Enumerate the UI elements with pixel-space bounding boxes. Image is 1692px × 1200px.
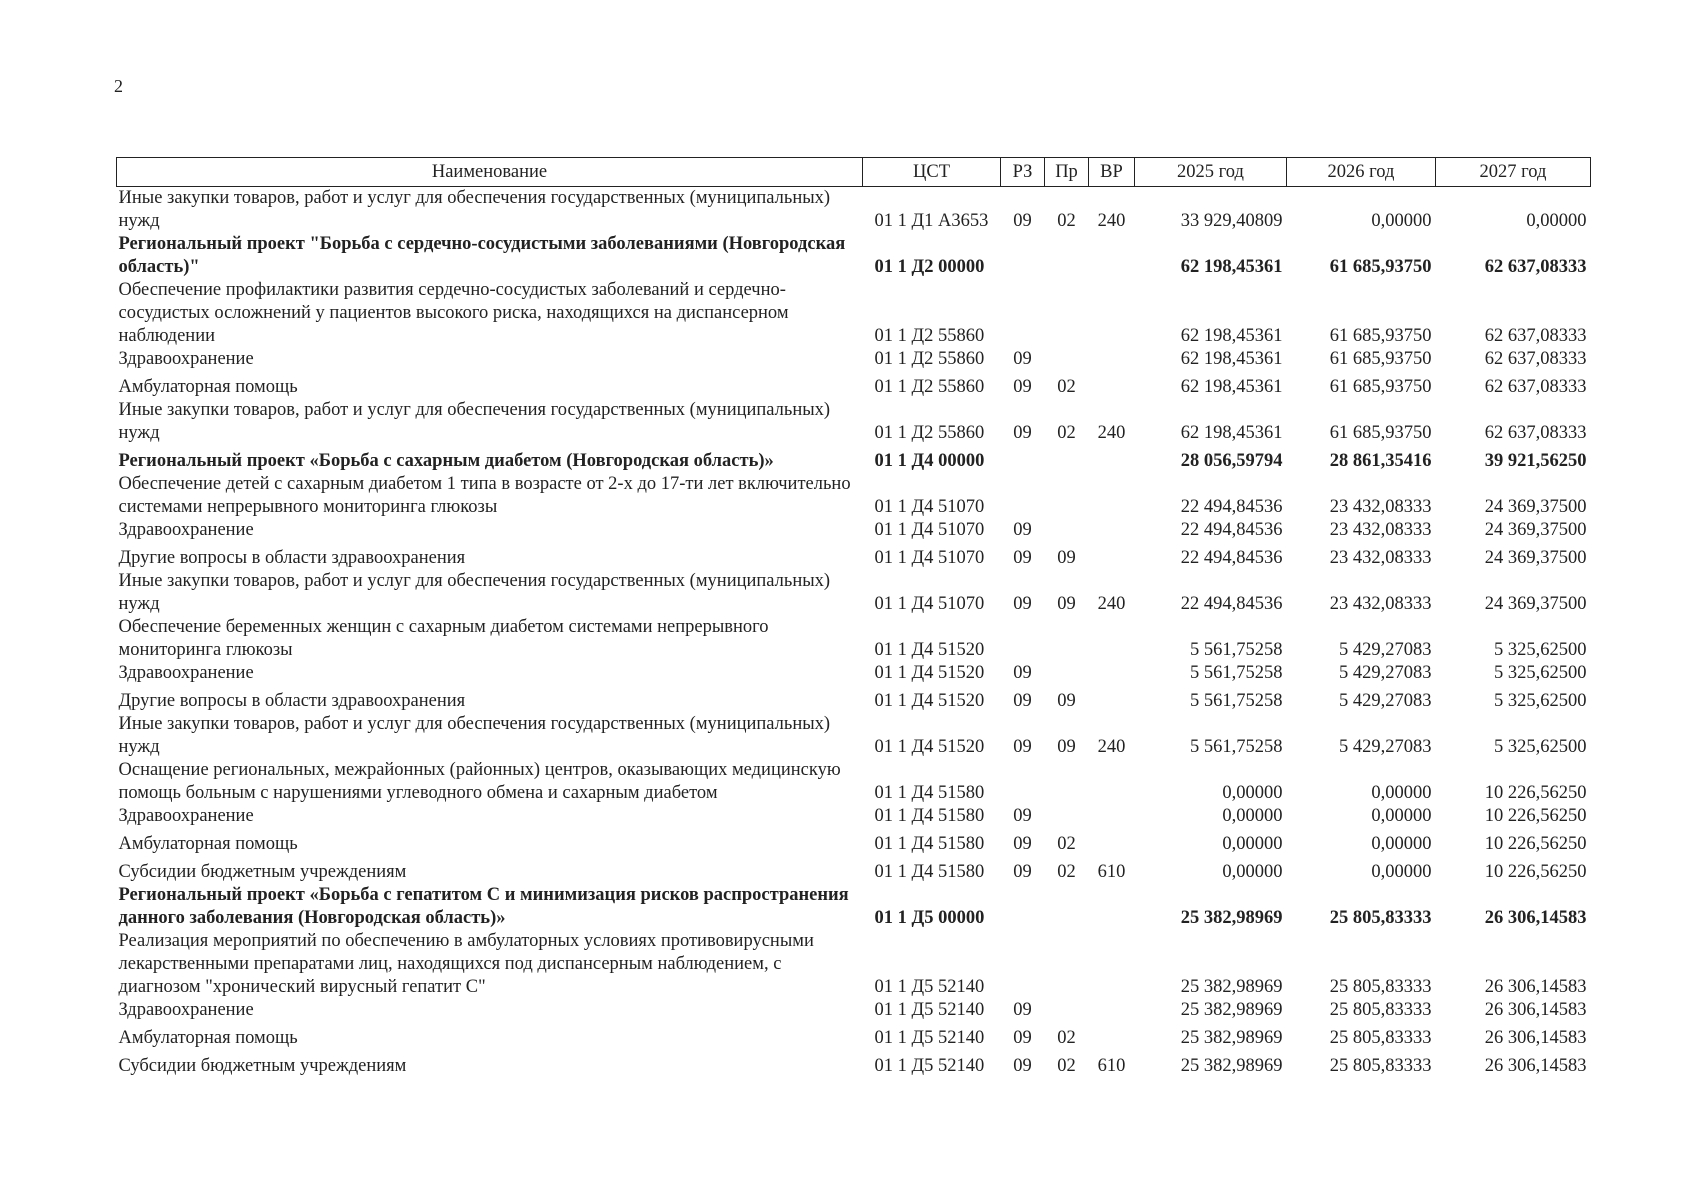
row-2025: 22 494,84536 bbox=[1180, 497, 1283, 517]
table-row bbox=[117, 685, 1591, 713]
row-2026: 5 429,27083 bbox=[1339, 640, 1432, 660]
row-cst: 01 1 Д4 00000 bbox=[874, 451, 985, 471]
table-row bbox=[117, 399, 1591, 445]
row-vr: 240 bbox=[1097, 423, 1126, 443]
row-name: Другие вопросы в области здравоохранения bbox=[118, 548, 466, 568]
row-rz bbox=[1001, 884, 1045, 930]
row-vr bbox=[1089, 805, 1135, 828]
row-rz: 09 bbox=[1013, 737, 1032, 757]
row-2027: 26 306,14583 bbox=[1484, 1056, 1587, 1076]
row-rz bbox=[1001, 279, 1045, 348]
row-name: Иные закупки товаров, работ и услуг для обеспечения государственных (муниципальных) нужд bbox=[118, 571, 831, 614]
row-vr bbox=[1089, 371, 1135, 399]
row-vr bbox=[1089, 999, 1135, 1022]
row-2025: 62 198,45361 bbox=[1180, 423, 1283, 443]
row-name: Здравоохранение bbox=[118, 663, 254, 683]
row-cst: 01 1 Д4 51580 bbox=[874, 806, 985, 826]
row-name: Обеспечение детей с сахарным диабетом 1 типа в возрасте от 2-х до 17-ти лет включительно системами непрерывного мониторинга глюкозы bbox=[118, 474, 851, 517]
row-vr bbox=[1089, 519, 1135, 542]
row-name: Субсидии бюджетным учреждениям bbox=[118, 1056, 407, 1076]
table-header-row bbox=[117, 158, 1591, 187]
table-row bbox=[117, 713, 1591, 759]
header-rz: РЗ bbox=[1001, 158, 1045, 187]
header-vr: ВР bbox=[1089, 158, 1135, 187]
row-vr: 240 bbox=[1097, 594, 1126, 614]
row-2025: 33 929,40809 bbox=[1180, 211, 1283, 231]
header-2025: 2025 год bbox=[1135, 158, 1287, 187]
header-pr: Пр bbox=[1045, 158, 1089, 187]
table-row bbox=[117, 805, 1591, 828]
row-rz: 09 bbox=[1013, 806, 1032, 826]
row-2026: 0,00000 bbox=[1371, 862, 1432, 882]
row-vr: 240 bbox=[1097, 211, 1126, 231]
row-cst: 01 1 Д4 51520 bbox=[874, 663, 985, 683]
row-cst: 01 1 Д1 А3653 bbox=[874, 211, 989, 231]
row-2025: 22 494,84536 bbox=[1180, 520, 1283, 540]
row-pr: 02 bbox=[1057, 377, 1076, 397]
row-2027: 26 306,14583 bbox=[1484, 977, 1587, 997]
row-vr: 240 bbox=[1097, 737, 1126, 757]
row-2026: 61 685,93750 bbox=[1329, 349, 1432, 369]
row-cst: 01 1 Д4 51070 bbox=[874, 548, 985, 568]
row-cst: 01 1 Д5 52140 bbox=[874, 1028, 985, 1048]
row-2025: 22 494,84536 bbox=[1180, 548, 1283, 568]
row-vr bbox=[1089, 828, 1135, 856]
row-vr bbox=[1089, 759, 1135, 805]
row-vr bbox=[1089, 445, 1135, 473]
row-rz: 09 bbox=[1013, 377, 1032, 397]
row-name: Обеспечение беременных женщин с сахарным диабетом системами непрерывного мониторинга глюкозы bbox=[118, 617, 769, 660]
row-rz: 09 bbox=[1013, 691, 1032, 711]
row-pr: 02 bbox=[1057, 1028, 1076, 1048]
row-2027: 26 306,14583 bbox=[1484, 1000, 1587, 1020]
row-vr bbox=[1089, 884, 1135, 930]
row-2026: 61 685,93750 bbox=[1329, 326, 1432, 346]
row-rz: 09 bbox=[1013, 520, 1032, 540]
row-2026: 25 805,83333 bbox=[1329, 977, 1432, 997]
row-2027: 62 637,08333 bbox=[1484, 349, 1587, 369]
row-2025: 0,00000 bbox=[1222, 783, 1283, 803]
table-row bbox=[117, 348, 1591, 371]
row-pr: 02 bbox=[1057, 862, 1076, 882]
row-2026: 28 861,35416 bbox=[1329, 451, 1432, 471]
row-rz: 09 bbox=[1013, 349, 1032, 369]
row-2026: 25 805,83333 bbox=[1329, 908, 1432, 928]
table-row-project bbox=[117, 445, 1591, 473]
row-cst: 01 1 Д4 51070 bbox=[874, 497, 985, 517]
budget-table bbox=[116, 157, 1591, 1078]
row-2026: 0,00000 bbox=[1371, 211, 1432, 231]
table-row bbox=[117, 542, 1591, 570]
row-2027: 62 637,08333 bbox=[1484, 423, 1587, 443]
row-pr bbox=[1045, 930, 1089, 999]
table-row bbox=[117, 473, 1591, 519]
row-2026: 61 685,93750 bbox=[1329, 257, 1432, 277]
row-2026: 23 432,08333 bbox=[1329, 520, 1432, 540]
row-2027: 24 369,37500 bbox=[1484, 497, 1587, 517]
table-row-project bbox=[117, 884, 1591, 930]
row-2027: 10 226,56250 bbox=[1484, 783, 1587, 803]
row-cst: 01 1 Д5 52140 bbox=[874, 977, 985, 997]
row-name: Субсидии бюджетным учреждениям bbox=[118, 862, 407, 882]
row-name: Здравоохранение bbox=[118, 520, 254, 540]
row-name: Иные закупки товаров, работ и услуг для обеспечения государственных (муниципальных) нужд bbox=[118, 714, 831, 757]
header-2027: 2027 год bbox=[1436, 158, 1591, 187]
row-vr: 610 bbox=[1097, 862, 1126, 882]
row-2027: 26 306,14583 bbox=[1484, 1028, 1587, 1048]
row-2027: 10 226,56250 bbox=[1484, 862, 1587, 882]
row-2026: 5 429,27083 bbox=[1339, 663, 1432, 683]
row-2027: 62 637,08333 bbox=[1484, 326, 1587, 346]
row-pr bbox=[1045, 662, 1089, 685]
row-2027: 5 325,62500 bbox=[1494, 663, 1587, 683]
table-row bbox=[117, 1050, 1591, 1078]
row-rz bbox=[1001, 233, 1045, 279]
row-2025: 0,00000 bbox=[1222, 834, 1283, 854]
row-2027: 5 325,62500 bbox=[1494, 737, 1587, 757]
row-2025: 0,00000 bbox=[1222, 806, 1283, 826]
page-number: 2 bbox=[114, 76, 123, 96]
table-row bbox=[117, 999, 1591, 1022]
row-cst: 01 1 Д4 51520 bbox=[874, 691, 985, 711]
header-2026: 2026 год bbox=[1287, 158, 1436, 187]
row-2027: 26 306,14583 bbox=[1484, 908, 1587, 928]
row-rz: 09 bbox=[1013, 594, 1032, 614]
row-2026: 25 805,83333 bbox=[1329, 1000, 1432, 1020]
row-vr bbox=[1089, 930, 1135, 999]
row-name: Амбулаторная помощь bbox=[118, 1028, 298, 1048]
row-pr bbox=[1045, 759, 1089, 805]
row-vr: 610 bbox=[1097, 1056, 1126, 1076]
row-name: Иные закупки товаров, работ и услуг для обеспечения государственных (муниципальных) нужд bbox=[118, 188, 831, 231]
row-pr bbox=[1045, 279, 1089, 348]
row-vr bbox=[1089, 279, 1135, 348]
row-2025: 5 561,75258 bbox=[1190, 640, 1283, 660]
row-rz bbox=[1001, 759, 1045, 805]
row-rz: 09 bbox=[1013, 862, 1032, 882]
row-2026: 0,00000 bbox=[1371, 783, 1432, 803]
table-row bbox=[117, 1022, 1591, 1050]
row-rz: 09 bbox=[1013, 1028, 1032, 1048]
row-rz: 09 bbox=[1013, 1056, 1032, 1076]
table-row bbox=[117, 371, 1591, 399]
row-pr bbox=[1045, 348, 1089, 371]
row-cst: 01 1 Д4 51580 bbox=[874, 783, 985, 803]
row-2027: 10 226,56250 bbox=[1484, 806, 1587, 826]
row-rz: 09 bbox=[1013, 548, 1032, 568]
row-vr bbox=[1089, 233, 1135, 279]
row-2025: 0,00000 bbox=[1222, 862, 1283, 882]
row-2026: 5 429,27083 bbox=[1339, 737, 1432, 757]
row-2025: 22 494,84536 bbox=[1180, 594, 1283, 614]
row-name: Здравоохранение bbox=[118, 1000, 254, 1020]
row-2025: 25 382,98969 bbox=[1180, 1028, 1283, 1048]
table-row bbox=[117, 187, 1591, 234]
header-cst: ЦСТ bbox=[863, 158, 1001, 187]
table-row bbox=[117, 930, 1591, 999]
row-2026: 23 432,08333 bbox=[1329, 497, 1432, 517]
row-pr bbox=[1045, 473, 1089, 519]
row-2027: 10 226,56250 bbox=[1484, 834, 1587, 854]
row-2025: 62 198,45361 bbox=[1180, 377, 1283, 397]
row-name: Реализация мероприятий по обеспечению в амбулаторных условиях противовирусными лекарственными препаратами лиц, находящихся под диспансерным наблюдением, с диагнозом "хронический вирусный гепатит С" bbox=[118, 931, 814, 997]
row-name: Амбулаторная помощь bbox=[118, 834, 298, 854]
table-row bbox=[117, 856, 1591, 884]
row-2027: 5 325,62500 bbox=[1494, 640, 1587, 660]
row-2025: 25 382,98969 bbox=[1180, 977, 1283, 997]
header-name: Наименование bbox=[117, 158, 863, 187]
row-2027: 24 369,37500 bbox=[1484, 594, 1587, 614]
table-row bbox=[117, 759, 1591, 805]
row-2025: 5 561,75258 bbox=[1190, 737, 1283, 757]
row-name: Региональный проект "Борьба с сердечно-сосудистыми заболеваниями (Новгородская область)" bbox=[118, 234, 846, 277]
row-rz bbox=[1001, 616, 1045, 662]
row-pr: 02 bbox=[1057, 834, 1076, 854]
row-vr bbox=[1089, 1022, 1135, 1050]
row-vr bbox=[1089, 685, 1135, 713]
row-pr: 09 bbox=[1057, 548, 1076, 568]
row-vr bbox=[1089, 473, 1135, 519]
table-row bbox=[117, 519, 1591, 542]
table-row bbox=[117, 570, 1591, 616]
row-name: Иные закупки товаров, работ и услуг для обеспечения государственных (муниципальных) нужд bbox=[118, 400, 831, 443]
row-2027: 62 637,08333 bbox=[1484, 377, 1587, 397]
row-vr bbox=[1089, 348, 1135, 371]
row-pr: 02 bbox=[1057, 1056, 1076, 1076]
row-rz bbox=[1001, 445, 1045, 473]
row-2026: 23 432,08333 bbox=[1329, 594, 1432, 614]
row-2026: 25 805,83333 bbox=[1329, 1028, 1432, 1048]
row-pr bbox=[1045, 884, 1089, 930]
table-row bbox=[117, 662, 1591, 685]
row-cst: 01 1 Д4 51070 bbox=[874, 520, 985, 540]
row-2025: 62 198,45361 bbox=[1180, 257, 1283, 277]
row-2025: 25 382,98969 bbox=[1180, 1056, 1283, 1076]
row-cst: 01 1 Д5 00000 bbox=[874, 908, 985, 928]
row-2027: 62 637,08333 bbox=[1484, 257, 1587, 277]
row-name: Другие вопросы в области здравоохранения bbox=[118, 691, 466, 711]
row-rz bbox=[1001, 930, 1045, 999]
row-rz: 09 bbox=[1013, 663, 1032, 683]
row-2027: 39 921,56250 bbox=[1484, 451, 1587, 471]
row-vr bbox=[1089, 662, 1135, 685]
row-2026: 5 429,27083 bbox=[1339, 691, 1432, 711]
row-cst: 01 1 Д4 51070 bbox=[874, 594, 985, 614]
row-cst: 01 1 Д4 51520 bbox=[874, 737, 985, 757]
row-cst: 01 1 Д5 52140 bbox=[874, 1056, 985, 1076]
row-2025: 28 056,59794 bbox=[1180, 451, 1283, 471]
row-name: Амбулаторная помощь bbox=[118, 377, 298, 397]
row-2025: 62 198,45361 bbox=[1180, 326, 1283, 346]
row-pr: 09 bbox=[1057, 737, 1076, 757]
row-2026: 23 432,08333 bbox=[1329, 548, 1432, 568]
row-pr: 02 bbox=[1057, 423, 1076, 443]
row-2027: 5 325,62500 bbox=[1494, 691, 1587, 711]
row-2026: 0,00000 bbox=[1371, 834, 1432, 854]
row-rz: 09 bbox=[1013, 834, 1032, 854]
row-vr bbox=[1089, 616, 1135, 662]
row-rz: 09 bbox=[1013, 211, 1032, 231]
row-2026: 25 805,83333 bbox=[1329, 1056, 1432, 1076]
row-cst: 01 1 Д2 55860 bbox=[874, 349, 985, 369]
row-name: Здравоохранение bbox=[118, 349, 254, 369]
row-cst: 01 1 Д4 51520 bbox=[874, 640, 985, 660]
row-name: Здравоохранение bbox=[118, 806, 254, 826]
row-2025: 5 561,75258 bbox=[1190, 663, 1283, 683]
row-2025: 25 382,98969 bbox=[1180, 1000, 1283, 1020]
row-rz: 09 bbox=[1013, 1000, 1032, 1020]
row-rz: 09 bbox=[1013, 423, 1032, 443]
row-cst: 01 1 Д4 51580 bbox=[874, 834, 985, 854]
row-cst: 01 1 Д2 55860 bbox=[874, 326, 985, 346]
row-2025: 5 561,75258 bbox=[1190, 691, 1283, 711]
row-2027: 0,00000 bbox=[1526, 211, 1587, 231]
table-row-project bbox=[117, 233, 1591, 279]
row-pr bbox=[1045, 445, 1089, 473]
row-pr bbox=[1045, 805, 1089, 828]
row-name: Региональный проект «Борьба с сахарным диабетом (Новгородская область)» bbox=[118, 451, 774, 471]
row-name: Обеспечение профилактики развития сердечно-сосудистых заболеваний и сердечно-сосудистых осложнений у пациентов высокого риска, находящихся на диспансерном наблюдении bbox=[118, 280, 789, 346]
row-name: Региональный проект «Борьба с гепатитом С и минимизация рисков распространения данного заболевания (Новгородская область)» bbox=[118, 885, 849, 928]
row-pr bbox=[1045, 233, 1089, 279]
row-2026: 0,00000 bbox=[1371, 806, 1432, 826]
row-cst: 01 1 Д5 52140 bbox=[874, 1000, 985, 1020]
table-row bbox=[117, 279, 1591, 348]
row-vr bbox=[1089, 542, 1135, 570]
row-2027: 24 369,37500 bbox=[1484, 520, 1587, 540]
row-cst: 01 1 Д4 51580 bbox=[874, 862, 985, 882]
row-name: Оснащение региональных, межрайонных (районных) центров, оказывающих медицинскую помощь больным с нарушениями углеводного обмена и сахарным диабетом bbox=[118, 760, 841, 803]
row-pr bbox=[1045, 519, 1089, 542]
row-pr: 09 bbox=[1057, 691, 1076, 711]
row-2027: 24 369,37500 bbox=[1484, 548, 1587, 568]
row-rz bbox=[1001, 473, 1045, 519]
row-cst: 01 1 Д2 00000 bbox=[874, 257, 985, 277]
row-cst: 01 1 Д2 55860 bbox=[874, 377, 985, 397]
table-row bbox=[117, 828, 1591, 856]
row-2025: 25 382,98969 bbox=[1180, 908, 1283, 928]
row-2026: 61 685,93750 bbox=[1329, 377, 1432, 397]
row-2026: 61 685,93750 bbox=[1329, 423, 1432, 443]
row-pr bbox=[1045, 999, 1089, 1022]
row-cst: 01 1 Д2 55860 bbox=[874, 423, 985, 443]
row-pr: 09 bbox=[1057, 594, 1076, 614]
row-pr: 02 bbox=[1057, 211, 1076, 231]
row-pr bbox=[1045, 616, 1089, 662]
table-row bbox=[117, 616, 1591, 662]
row-2025: 62 198,45361 bbox=[1180, 349, 1283, 369]
